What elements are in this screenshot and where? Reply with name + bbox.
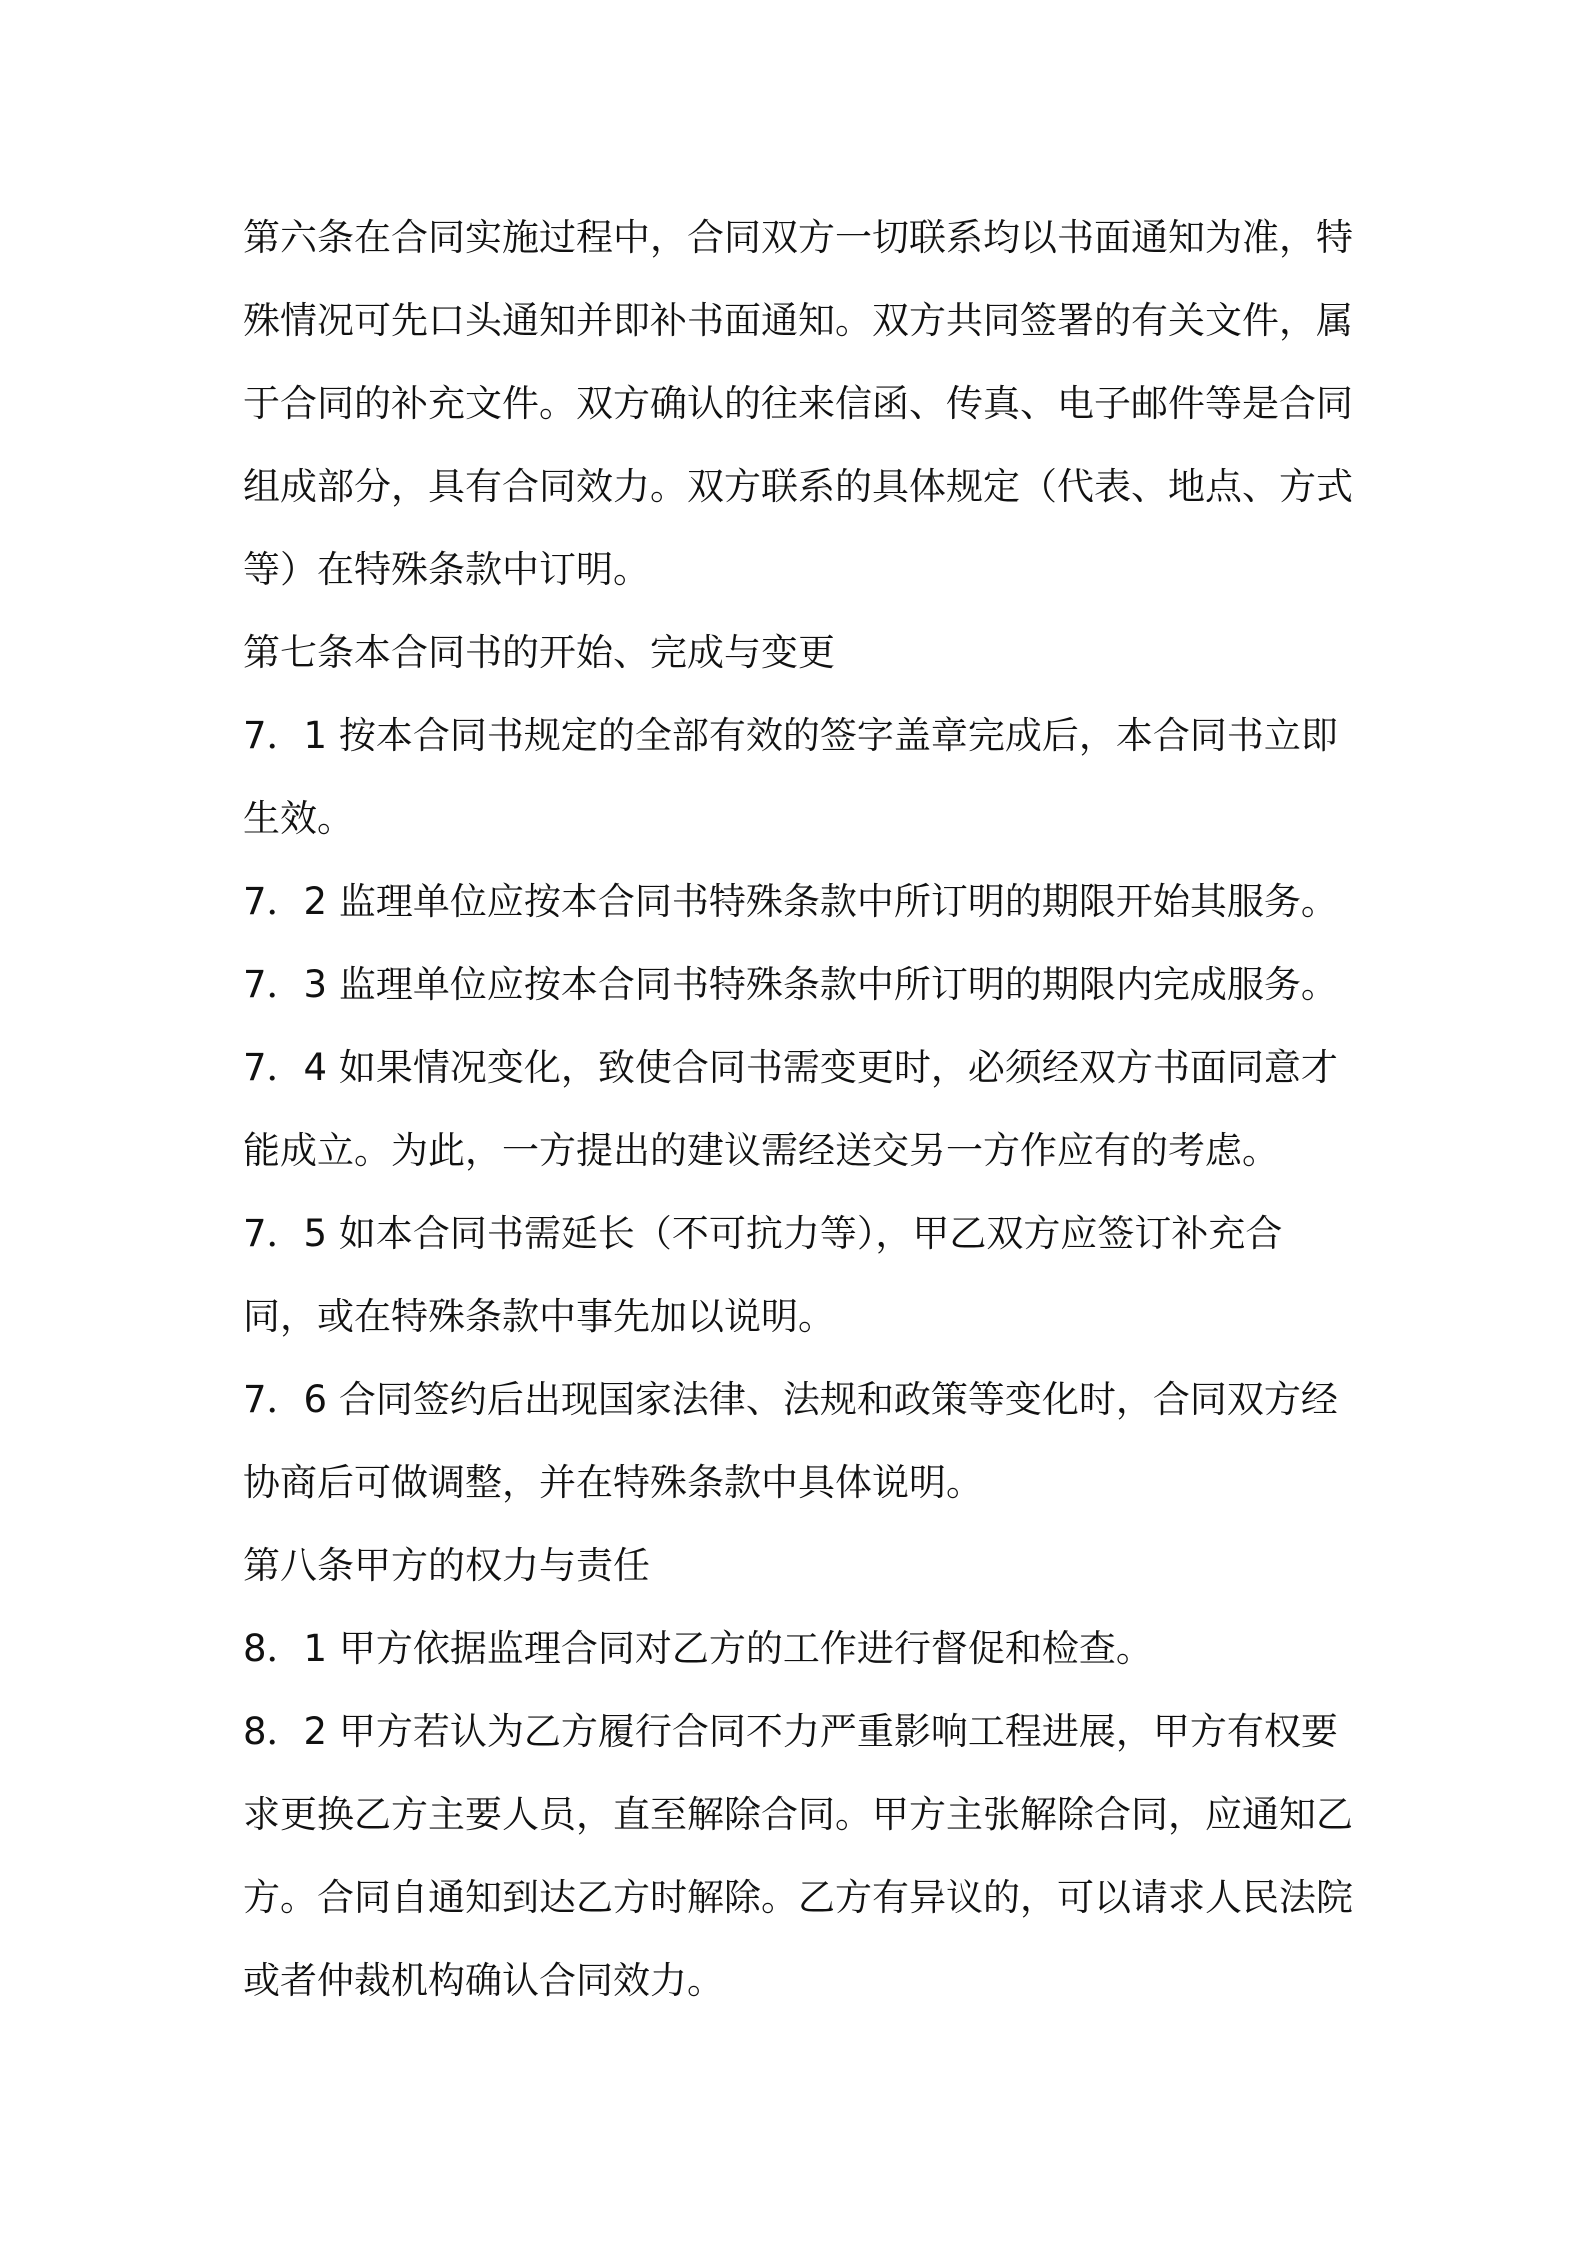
clause-7-3: 7．3 监理单位应按本合同书特殊条款中所订明的期限内完成服务。 xyxy=(243,963,1338,1006)
clause-7-1: 7．1 按本合同书规定的全部有效的签字盖章完成后，本合同书立即生效。 xyxy=(243,714,1338,840)
clause-7-2: 7．2 监理单位应按本合同书特殊条款中所订明的期限开始其服务。 xyxy=(243,880,1338,923)
document-body xyxy=(243,196,1353,2022)
article-6-paragraph: 第六条在合同实施过程中，合同双方一切联系均以书面通知为准，特殊情况可先口头通知并即补书面通知。双方共同签署的有关文件，属于合同的补充文件。双方确认的往来信函、传真、电子邮件等是合同组成部分，具有合同效力。双方联系的具体规定（代表、地点、方式等）在特殊条款中订明。 xyxy=(243,216,1353,591)
article-7-heading: 第七条本合同书的开始、完成与变更 xyxy=(243,631,835,674)
clause-8-2: 8．2 甲方若认为乙方履行合同不力严重影响工程进展，甲方有权要求更换乙方主要人员，直至解除合同。甲方主张解除合同，应通知乙方。合同自通知到达乙方时解除。乙方有异议的，可以请求人民法院或者仲裁机构确认合同效力。 xyxy=(243,1710,1353,2002)
clause-7-4: 7．4 如果情况变化，致使合同书需变更时，必须经双方书面同意才能成立。为此，一方提出的建议需经送交另一方作应有的考虑。 xyxy=(243,1046,1338,1172)
article-8-heading: 第八条甲方的权力与责任 xyxy=(243,1544,650,1587)
clause-7-6: 7．6 合同签约后出现国家法律、法规和政策等变化时，合同双方经协商后可做调整，并在特殊条款中具体说明。 xyxy=(243,1378,1338,1504)
clause-7-5: 7．5 如本合同书需延长（不可抗力等），甲乙双方应签订补充合同，或在特殊条款中事先加以说明。 xyxy=(243,1212,1283,1338)
clause-8-1: 8．1 甲方依据监理合同对乙方的工作进行督促和检查。 xyxy=(243,1627,1153,1670)
